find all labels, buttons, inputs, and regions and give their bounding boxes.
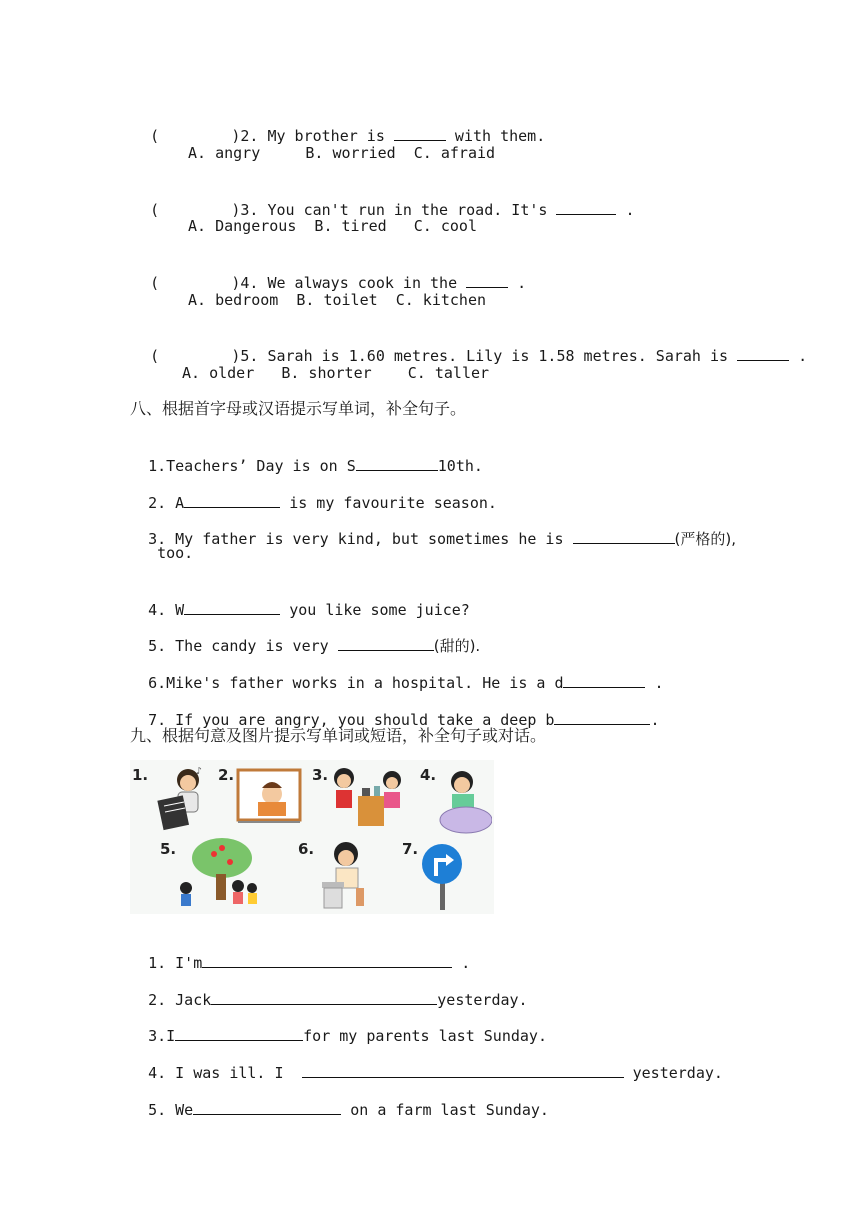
answer-blank[interactable] — [193, 1100, 341, 1115]
answer-paren: ( ) — [150, 127, 241, 145]
question-stem: 2. My brother is — [240, 127, 394, 145]
question-stem-end: with them. — [445, 127, 546, 145]
framed-picture — [236, 766, 302, 824]
children-cooking-picture — [326, 764, 416, 830]
item-text-end: 10th. — [437, 457, 483, 475]
answer-blank[interactable] — [184, 600, 280, 615]
item-text: 7. If you are angry, you should take a deep b — [148, 711, 555, 729]
picture-number: 4. — [420, 766, 437, 784]
item-text-end: yesterday. — [623, 1064, 723, 1082]
answer-blank[interactable] — [554, 710, 650, 725]
question-2 — [132, 106, 545, 146]
item-text-end: (甜的). — [433, 637, 481, 655]
answer-paren: ( ) — [150, 201, 241, 219]
item-text: 4. W — [148, 601, 185, 619]
question-stem: 4. We always cook in the — [240, 274, 467, 292]
item-text-end: . — [645, 674, 664, 692]
item-text-end: is my favourite season. — [280, 494, 497, 512]
answer-paren: ( ) — [150, 274, 241, 292]
section-8-item-5 — [130, 616, 480, 656]
item-text: 1.Teachers’ Day is on S — [148, 457, 356, 475]
answer-blank[interactable] — [466, 273, 508, 288]
section-8-item-4 — [130, 580, 470, 620]
svg-text:♪: ♪ — [196, 766, 203, 777]
answer-blank[interactable] — [202, 953, 452, 968]
section-8-item-3-cont: too. — [130, 544, 194, 562]
answer-blank[interactable] — [573, 529, 675, 544]
question-stem-end: . — [508, 274, 527, 292]
boy-playing-piano-picture — [152, 764, 212, 834]
item-text: 3. My father is very kind, but sometimes he is — [148, 530, 573, 548]
section-9-item-1 — [130, 933, 470, 973]
item-text: 5. We — [148, 1101, 194, 1119]
answer-blank[interactable] — [394, 126, 446, 141]
question-stem: 5. Sarah is 1.60 metres. Lily is 1.58 metres. Sarah is — [240, 347, 738, 365]
children-under-tree-picture — [178, 836, 260, 912]
item-text-end: . — [452, 954, 471, 972]
picture-number: 6. — [298, 840, 315, 858]
answer-blank[interactable] — [184, 493, 280, 508]
item-text-end: on a farm last Sunday. — [341, 1101, 549, 1119]
question-5-options: A. older B. shorter C. taller — [182, 364, 490, 382]
section-8-heading: 八、根据首字母或汉语提示写单词，补全句子。 — [130, 399, 467, 418]
picture-prompts — [130, 760, 494, 914]
section-9-item-2 — [130, 970, 528, 1010]
question-3 — [132, 180, 635, 220]
item-text: 3.I — [148, 1027, 176, 1045]
item-text: 6.Mike's father works in a hospital. He is a d — [148, 674, 564, 692]
section-8-item-7 — [130, 690, 659, 730]
picture-number: 5. — [160, 840, 177, 858]
item-text: 2. A — [148, 494, 185, 512]
question-4 — [132, 253, 526, 293]
answer-blank[interactable] — [356, 456, 438, 471]
section-9-item-4 — [130, 1043, 723, 1083]
item-text-end: you like some juice? — [280, 601, 470, 619]
answer-blank[interactable] — [175, 1026, 303, 1041]
question-2-options: A. angry B. worried C. afraid — [188, 144, 496, 162]
section-8-item-3 — [130, 509, 736, 549]
question-stem-end: . — [616, 201, 635, 219]
answer-blank[interactable] — [563, 673, 645, 688]
item-text-end: (严格的), — [674, 530, 736, 548]
turn-right-sign-picture — [418, 840, 468, 912]
section-8-item-6 — [130, 653, 664, 693]
answer-blank[interactable] — [737, 346, 789, 361]
answer-paren: ( ) — [150, 347, 241, 365]
section-8-item-2 — [130, 473, 497, 513]
question-4-options: A. bedroom B. toilet C. kitchen — [188, 291, 487, 309]
item-text-end: . — [650, 711, 660, 729]
question-5 — [132, 326, 807, 366]
picture-number: 1. — [132, 766, 149, 784]
picture-number: 7. — [402, 840, 419, 858]
picture-number: 2. — [218, 766, 235, 784]
section-9-item-5 — [130, 1080, 549, 1120]
answer-blank[interactable] — [556, 200, 616, 215]
picture-number: 3. — [312, 766, 329, 784]
answer-blank[interactable] — [338, 636, 434, 651]
item-text: 2. Jack — [148, 991, 212, 1009]
item-text: 5. The candy is very — [148, 637, 338, 655]
question-stem-end: . — [789, 347, 808, 365]
answer-blank[interactable] — [211, 990, 437, 1005]
item-text-end: yesterday. — [437, 991, 528, 1009]
child-washing-picture — [316, 840, 376, 912]
sick-child-in-bed-picture — [436, 766, 492, 834]
item-text: 1. I'm — [148, 954, 203, 972]
section-8-item-1 — [130, 436, 483, 476]
section-9-heading: 九、根据句意及图片提示写单词或短语，补全句子或对话。 — [130, 726, 547, 745]
item-text: 4. I was ill. I — [148, 1064, 302, 1082]
section-9-item-3 — [130, 1006, 547, 1046]
item-text-end: for my parents last Sunday. — [303, 1027, 547, 1045]
question-stem: 3. You can't run in the road. It's — [240, 201, 557, 219]
question-3-options: A. Dangerous B. tired C. cool — [188, 217, 477, 235]
answer-blank[interactable] — [302, 1063, 624, 1078]
